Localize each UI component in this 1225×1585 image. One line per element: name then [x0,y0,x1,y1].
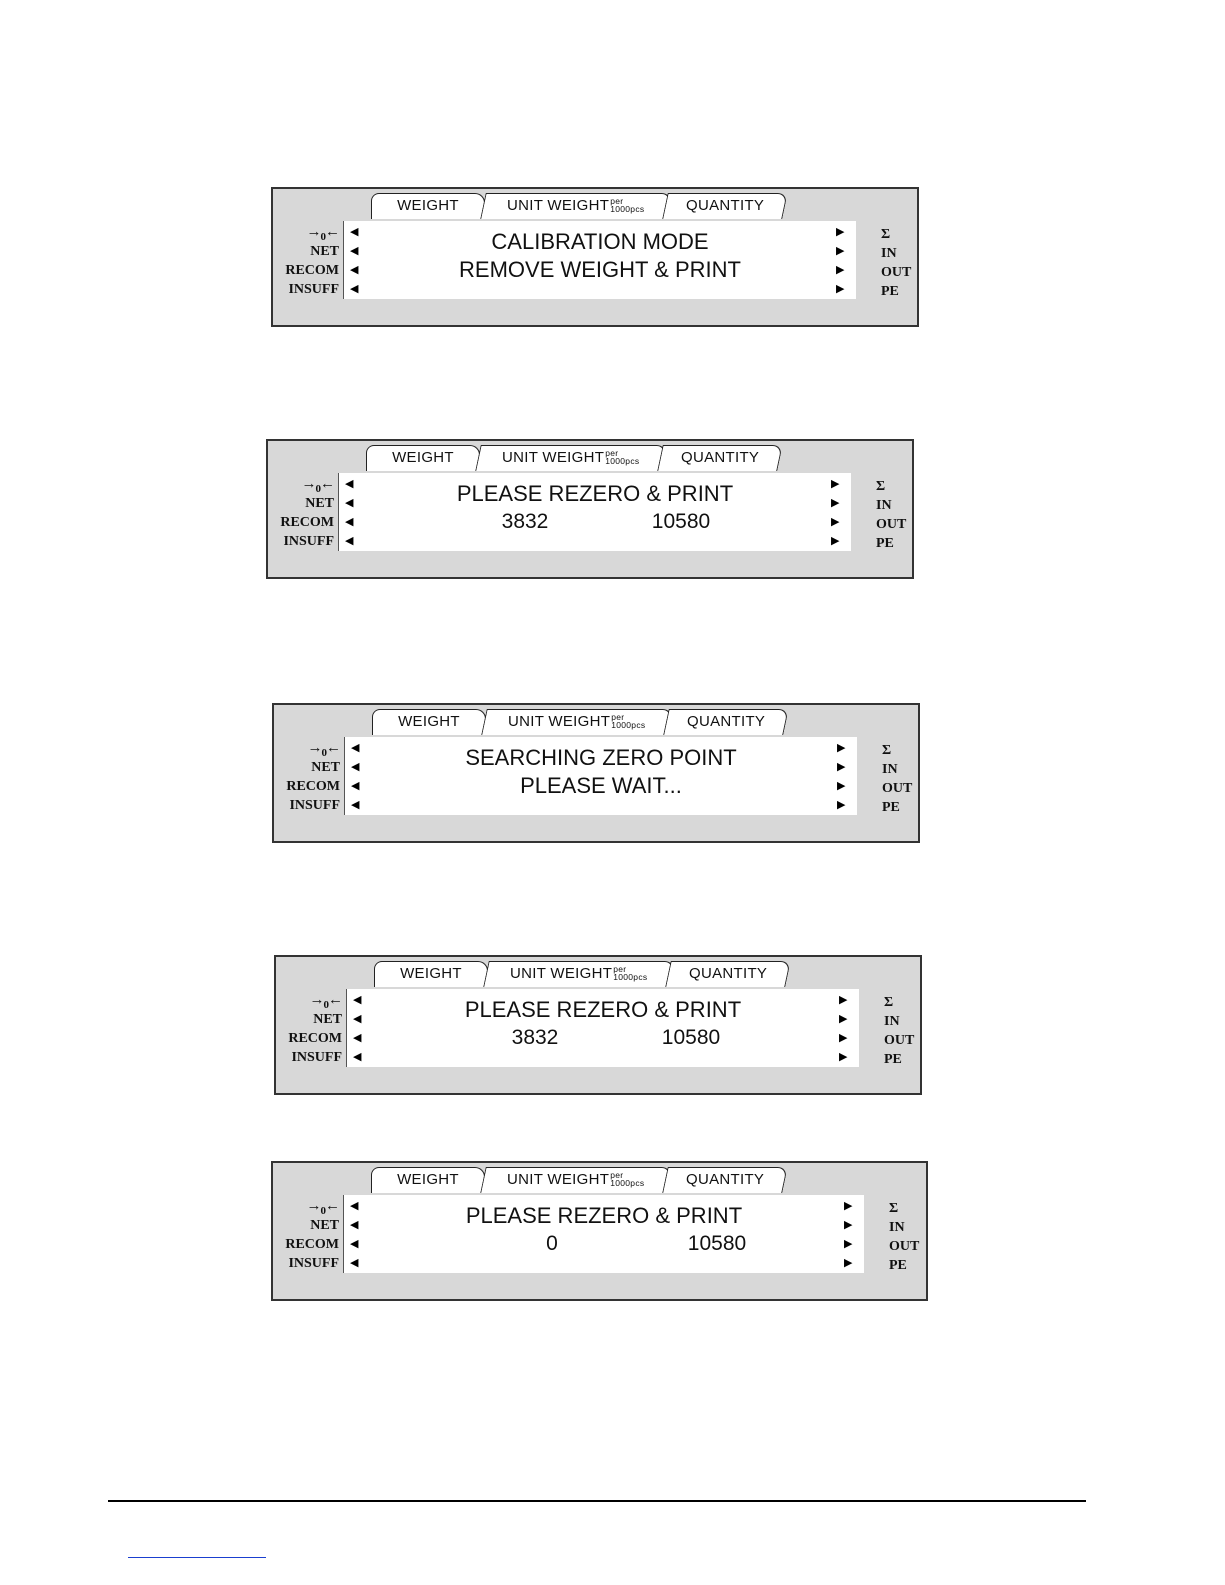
left-indicators [270,475,334,551]
right-arrow-icon: ▶ [836,226,845,238]
screen-values [339,509,851,535]
left-arrow-icon: ◀ [350,283,359,295]
left-arrow-icon: ◀ [353,1013,362,1025]
screen-line-2: REMOVE WEIGHT & PRINT [459,257,741,282]
right-arrow-icon: ▶ [839,1013,848,1025]
left-arrow-icon: ◀ [345,478,354,490]
tab-unit-weight[interactable]: UNIT WEIGHT per 1000pcs [483,961,675,987]
left-indicators [276,739,340,815]
lcd-screen [344,737,857,815]
right-arrow-icon: ▶ [831,516,840,528]
left-arrow-icon: ◀ [350,1200,359,1212]
left-arrow-icon: ◀ [350,1257,359,1269]
right-arrow-icon: ▶ [844,1200,853,1212]
net-indicator: NET [311,760,340,775]
insuff-indicator: INSUFF [288,282,339,297]
right-indicators [881,225,921,301]
zero-indicator-icon: $\to_0\leftarrow$ [309,992,342,1011]
tab-bar [371,193,801,219]
right-arrow-icon: ▶ [836,245,845,257]
sigma-indicator: Σ [881,227,891,242]
right-arrow-icon: ▶ [831,535,840,547]
pe-indicator: PE [882,800,900,815]
tab-weight[interactable]: WEIGHT [366,445,480,471]
tab-weight[interactable]: WEIGHT [374,961,488,987]
out-indicator: OUT [876,517,907,532]
left-arrow-column [350,225,362,301]
left-arrow-icon: ◀ [350,1219,359,1231]
tab-unit-weight[interactable]: UNIT WEIGHT per 1000pcs [475,445,667,471]
out-indicator: OUT [889,1239,920,1254]
left-arrow-icon: ◀ [353,1051,362,1063]
sigma-indicator: Σ [889,1201,899,1216]
right-arrow-icon: ▶ [839,1051,848,1063]
out-indicator: OUT [884,1033,915,1048]
insuff-indicator: INSUFF [283,534,334,549]
display-panel-3 [272,703,920,843]
lcd-screen [338,473,851,551]
out-indicator: OUT [881,265,912,280]
sigma-indicator: Σ [876,479,886,494]
tab-quantity[interactable]: QUANTITY [662,1167,788,1193]
current-count-value: 3832 [501,510,549,533]
insuff-indicator: INSUFF [291,1050,342,1065]
screen-line-1: PLEASE REZERO & PRINT [456,481,734,506]
display-panel-4 [274,955,922,1095]
in-indicator: IN [884,1014,900,1029]
out-indicator: OUT [882,781,913,796]
left-arrow-icon: ◀ [351,742,360,754]
right-indicators [884,993,924,1069]
display-panel-1 [271,187,919,327]
tab-quantity[interactable]: QUANTITY [657,445,783,471]
right-arrow-icon: ▶ [836,264,845,276]
net-indicator: NET [310,244,339,259]
recom-indicator: RECOM [288,1031,342,1046]
in-indicator: IN [889,1220,905,1235]
left-arrow-icon: ◀ [350,264,359,276]
lcd-screen [343,1195,864,1273]
recom-indicator: RECOM [285,263,339,278]
right-arrow-column [831,477,843,553]
calibration-value: 10580 [661,1026,721,1049]
zero-indicator-icon: $\to_0\leftarrow$ [306,224,339,243]
sigma-indicator: Σ [884,995,894,1010]
left-indicators [275,223,339,299]
screen-line-1: SEARCHING ZERO POINT [465,745,737,770]
left-arrow-icon: ◀ [351,799,360,811]
display-panel-5 [271,1161,928,1301]
tab-weight[interactable]: WEIGHT [371,1167,485,1193]
tab-weight[interactable]: WEIGHT [371,193,485,219]
tab-unit-weight[interactable]: UNIT WEIGHT per 1000pcs [480,193,672,219]
right-indicators [876,477,916,553]
tab-bar [374,961,804,987]
tab-bar [372,709,802,735]
right-arrow-column [844,1199,856,1275]
screen-values [347,1025,859,1051]
right-arrow-column [836,225,848,301]
tab-bar [366,445,796,471]
screen-line-1: PLEASE REZERO & PRINT [465,1203,743,1228]
right-arrow-icon: ▶ [844,1219,853,1231]
screen-line-2: PLEASE WAIT... [520,773,682,798]
right-arrow-icon: ▶ [831,478,840,490]
insuff-indicator: INSUFF [288,1256,339,1271]
left-indicators [275,1197,339,1273]
net-indicator: NET [305,496,334,511]
in-indicator: IN [882,762,898,777]
left-arrow-icon: ◀ [345,497,354,509]
lcd-screen [343,221,856,299]
current-count-value: 3832 [511,1026,559,1049]
tab-quantity[interactable]: QUANTITY [665,961,791,987]
insuff-indicator: INSUFF [289,798,340,813]
footer-link-underline[interactable] [128,1557,266,1558]
recom-indicator: RECOM [280,515,334,530]
net-indicator: NET [313,1012,342,1027]
net-indicator: NET [310,1218,339,1233]
tab-weight[interactable]: WEIGHT [372,709,486,735]
lcd-screen [346,989,859,1067]
right-indicators [889,1199,929,1275]
screen-line-1: CALIBRATION MODE [491,229,709,254]
display-panel-2 [266,439,914,579]
recom-indicator: RECOM [285,1237,339,1252]
right-arrow-icon: ▶ [839,1032,848,1044]
right-arrow-icon: ▶ [837,799,846,811]
zero-indicator-icon: $\to_0\leftarrow$ [306,1198,339,1217]
calibration-value: 10580 [651,510,711,533]
zero-indicator-icon: $\to_0\leftarrow$ [307,740,340,759]
tab-unit-weight[interactable]: UNIT WEIGHT per 1000pcs [481,709,673,735]
right-arrow-column [839,993,851,1069]
in-indicator: IN [876,498,892,513]
left-arrow-column [351,741,363,817]
right-arrow-icon: ▶ [844,1238,853,1250]
zero-indicator-icon: $\to_0\leftarrow$ [301,476,334,495]
right-arrow-icon: ▶ [831,497,840,509]
screen-values [344,1231,864,1257]
sigma-indicator: Σ [882,743,892,758]
left-arrow-icon: ◀ [351,761,360,773]
right-indicators [882,741,922,817]
recom-indicator: RECOM [286,779,340,794]
left-arrow-icon: ◀ [350,245,359,257]
right-arrow-column [837,741,849,817]
right-arrow-icon: ▶ [837,742,846,754]
tab-bar [371,1167,801,1193]
right-arrow-icon: ▶ [844,1257,853,1269]
pe-indicator: PE [881,284,899,299]
left-arrow-icon: ◀ [345,516,354,528]
tab-quantity[interactable]: QUANTITY [663,709,789,735]
pe-indicator: PE [876,536,894,551]
right-arrow-icon: ▶ [836,283,845,295]
left-arrow-icon: ◀ [353,994,362,1006]
tab-quantity[interactable]: QUANTITY [662,193,788,219]
right-arrow-icon: ▶ [839,994,848,1006]
left-arrow-icon: ◀ [350,1238,359,1250]
tab-unit-weight[interactable]: UNIT WEIGHT per 1000pcs [480,1167,672,1193]
right-arrow-icon: ▶ [837,761,846,773]
current-count-value: 0 [546,1232,558,1255]
left-indicators [278,991,342,1067]
left-arrow-icon: ◀ [351,780,360,792]
calibration-value: 10580 [687,1232,747,1255]
footer-divider [108,1500,1086,1502]
left-arrow-icon: ◀ [345,535,354,547]
in-indicator: IN [881,246,897,261]
pe-indicator: PE [889,1258,907,1273]
right-arrow-icon: ▶ [837,780,846,792]
screen-line-1: PLEASE REZERO & PRINT [464,997,742,1022]
left-arrow-icon: ◀ [353,1032,362,1044]
pe-indicator: PE [884,1052,902,1067]
left-arrow-icon: ◀ [350,226,359,238]
